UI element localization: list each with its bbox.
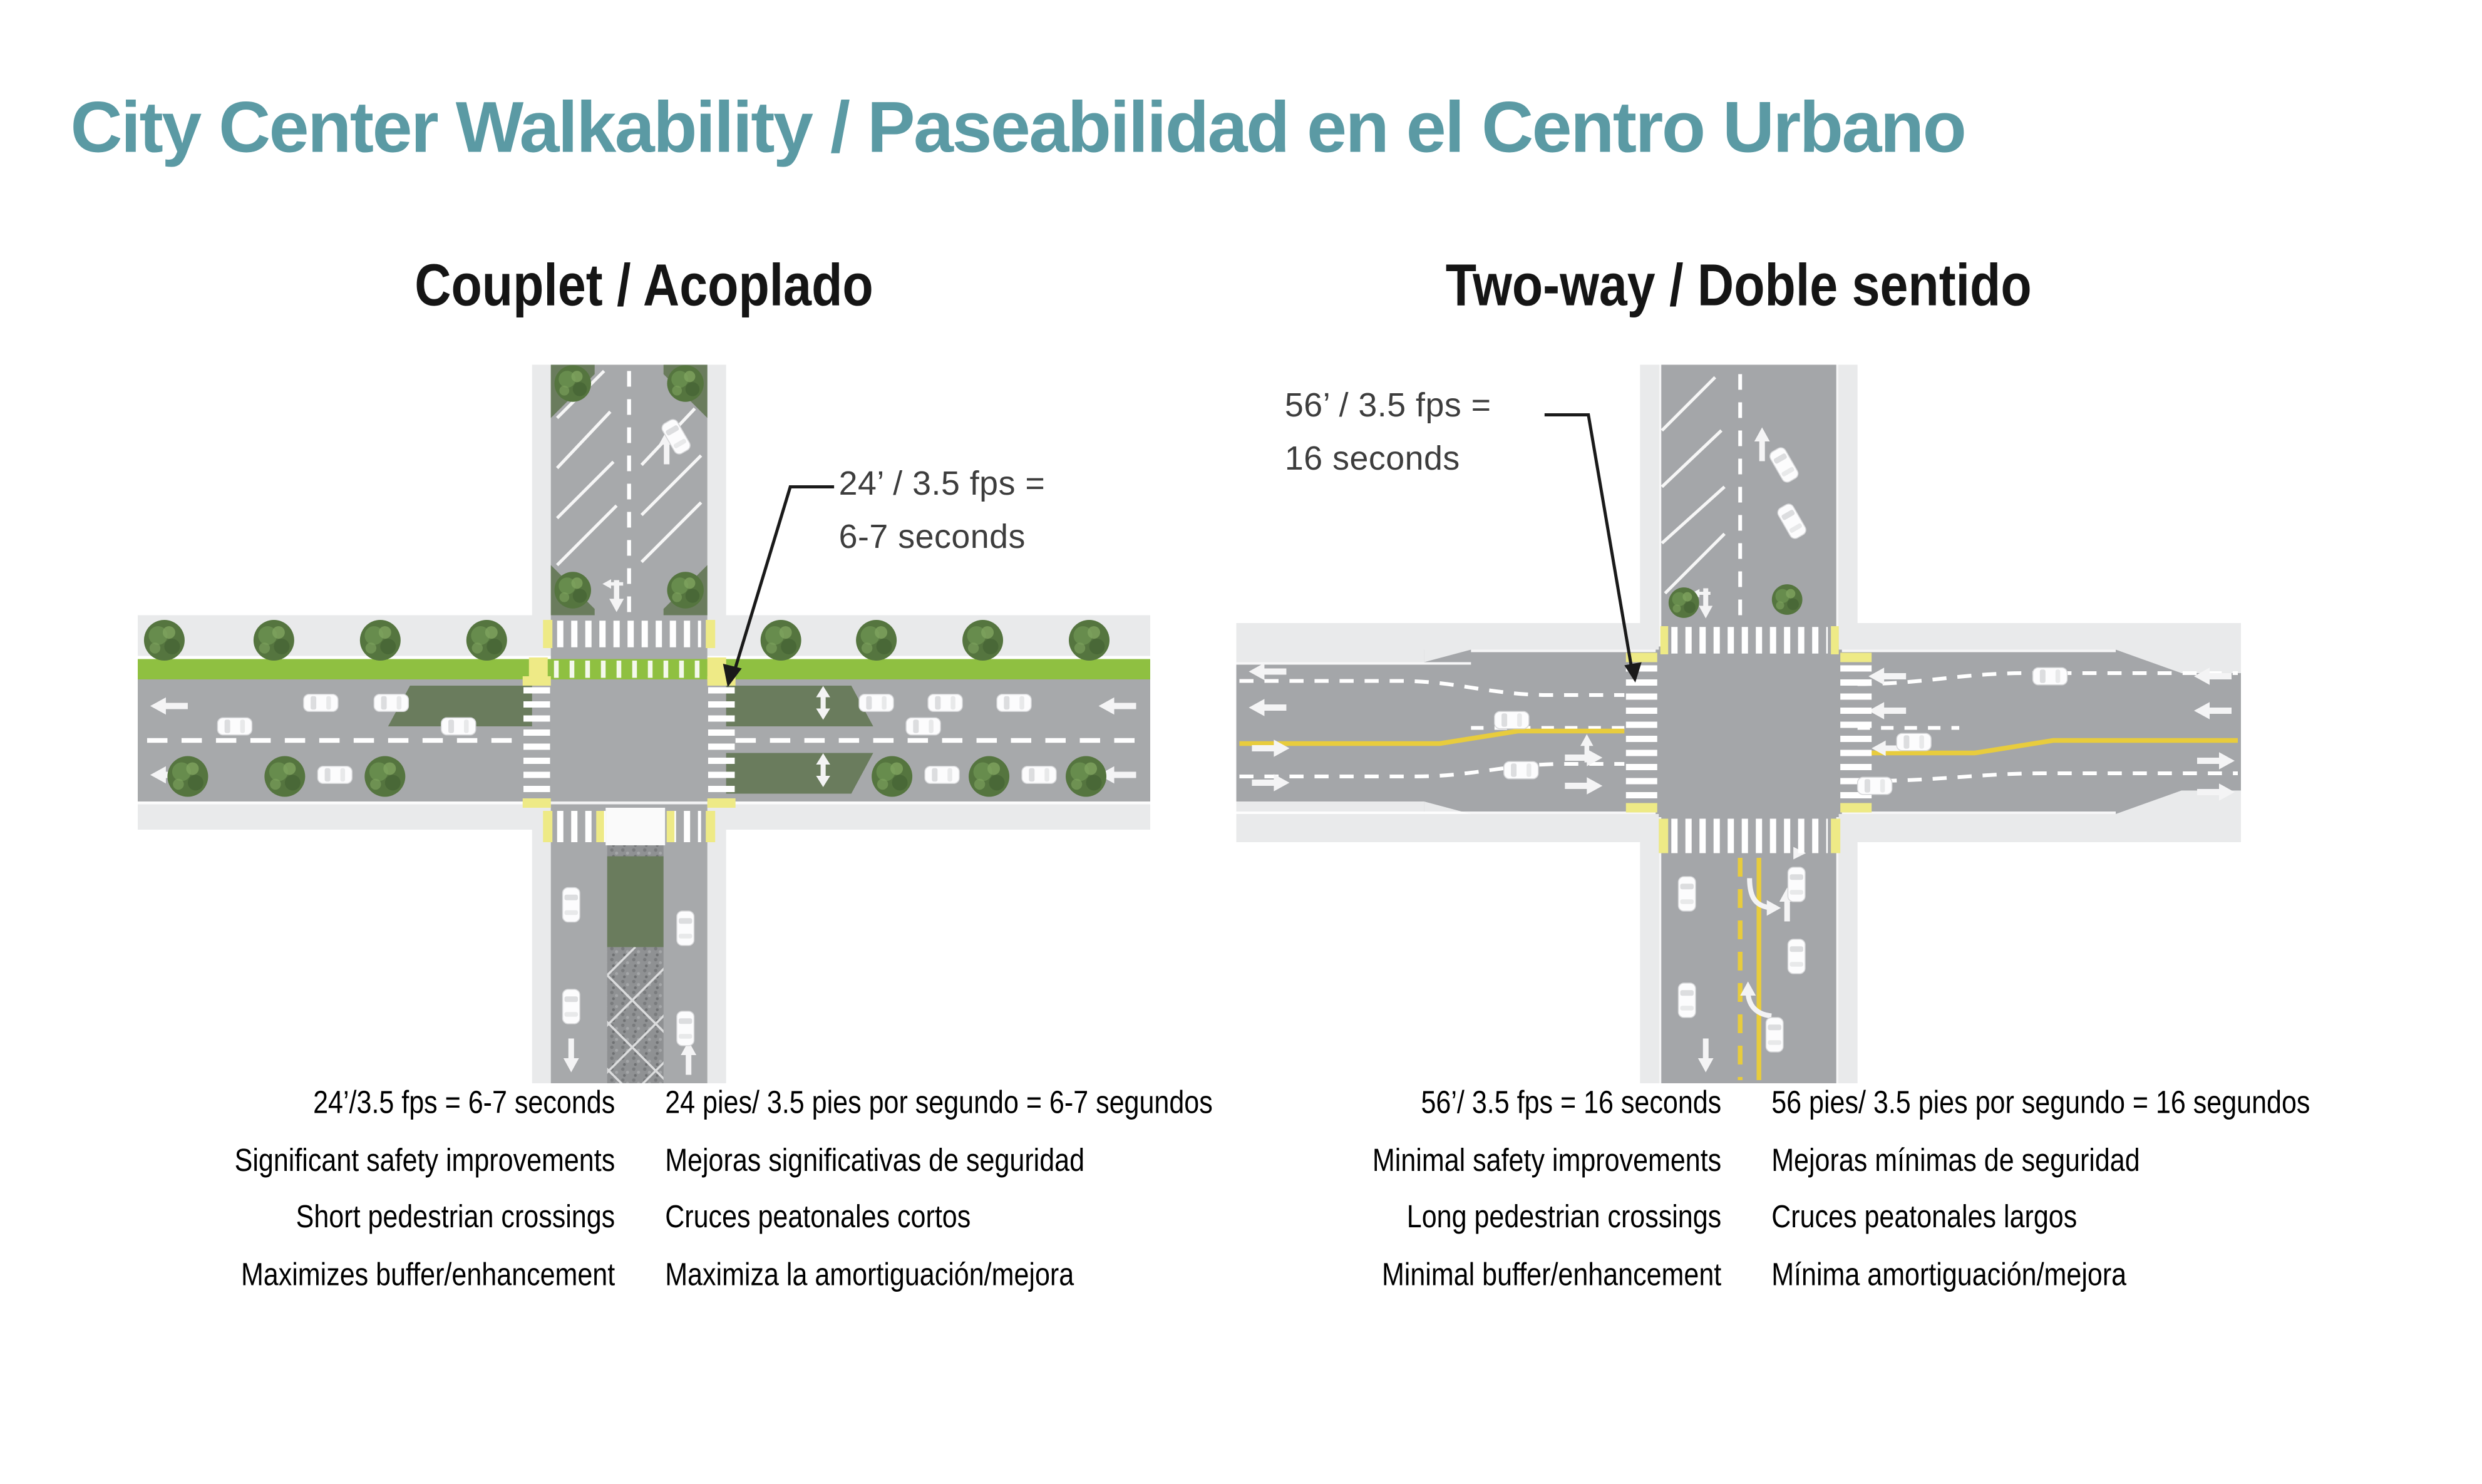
twoway-callout-line1: 56’ / 3.5 fps = — [1284, 386, 1491, 425]
slide-title: City Center Walkability / Paseabilidad en el Centro Urbano — [70, 86, 1965, 168]
couplet-points-english — [155, 1076, 615, 1305]
couplet-callout-line1: 24’ / 3.5 fps = — [838, 465, 1046, 503]
couplet-point-es: Maximiza la amortiguación/mejora — [665, 1256, 1074, 1293]
couplet-point-es: Mejoras significativas de seguridad — [665, 1141, 1085, 1178]
twoway-point-en: Minimal safety improvements — [1372, 1141, 1722, 1178]
twoway-point-es: 56 pies/ 3.5 pies por segundo = 16 segundos — [1771, 1085, 2310, 1121]
twoway-points-english — [1261, 1076, 1721, 1305]
couplet-callout-line2: 6-7 seconds — [838, 517, 1026, 555]
couplet-point-en: Significant safety improvements — [234, 1141, 615, 1178]
twoway-point-es: Mínima amortiguación/mejora — [1771, 1256, 2127, 1293]
couplet-point-en: Short pedestrian crossings — [296, 1199, 615, 1235]
couplet-point-en: Maximizes buffer/enhancement — [240, 1256, 615, 1293]
twoway-point-en: 56’/ 3.5 fps = 16 seconds — [1421, 1085, 1722, 1121]
twoway-callout — [1285, 381, 1491, 486]
couplet-point-es: 24 pies/ 3.5 pies por segundo = 6-7 segundos — [665, 1085, 1213, 1121]
twoway-point-es: Mejoras mínimas de seguridad — [1771, 1141, 2140, 1178]
couplet-callout — [839, 459, 1046, 564]
couplet-points-spanish — [665, 1076, 1217, 1305]
twoway-points-spanish — [1771, 1076, 2324, 1305]
couplet-diagram — [138, 365, 1150, 1084]
twoway-heading: Two-way / Doble sentido — [1445, 254, 2032, 319]
twoway-diagram — [1236, 365, 2241, 1084]
twoway-point-en: Minimal buffer/enhancement — [1381, 1256, 1722, 1293]
couplet-point-en: 24’/3.5 fps = 6-7 seconds — [313, 1085, 615, 1121]
couplet-heading: Couplet / Acoplado — [415, 254, 873, 319]
twoway-callout-line2: 16 seconds — [1284, 439, 1460, 477]
couplet-point-es: Cruces peatonales cortos — [665, 1199, 971, 1235]
twoway-point-en: Long pedestrian crossings — [1406, 1199, 1722, 1235]
twoway-point-es: Cruces peatonales largos — [1771, 1199, 2078, 1235]
